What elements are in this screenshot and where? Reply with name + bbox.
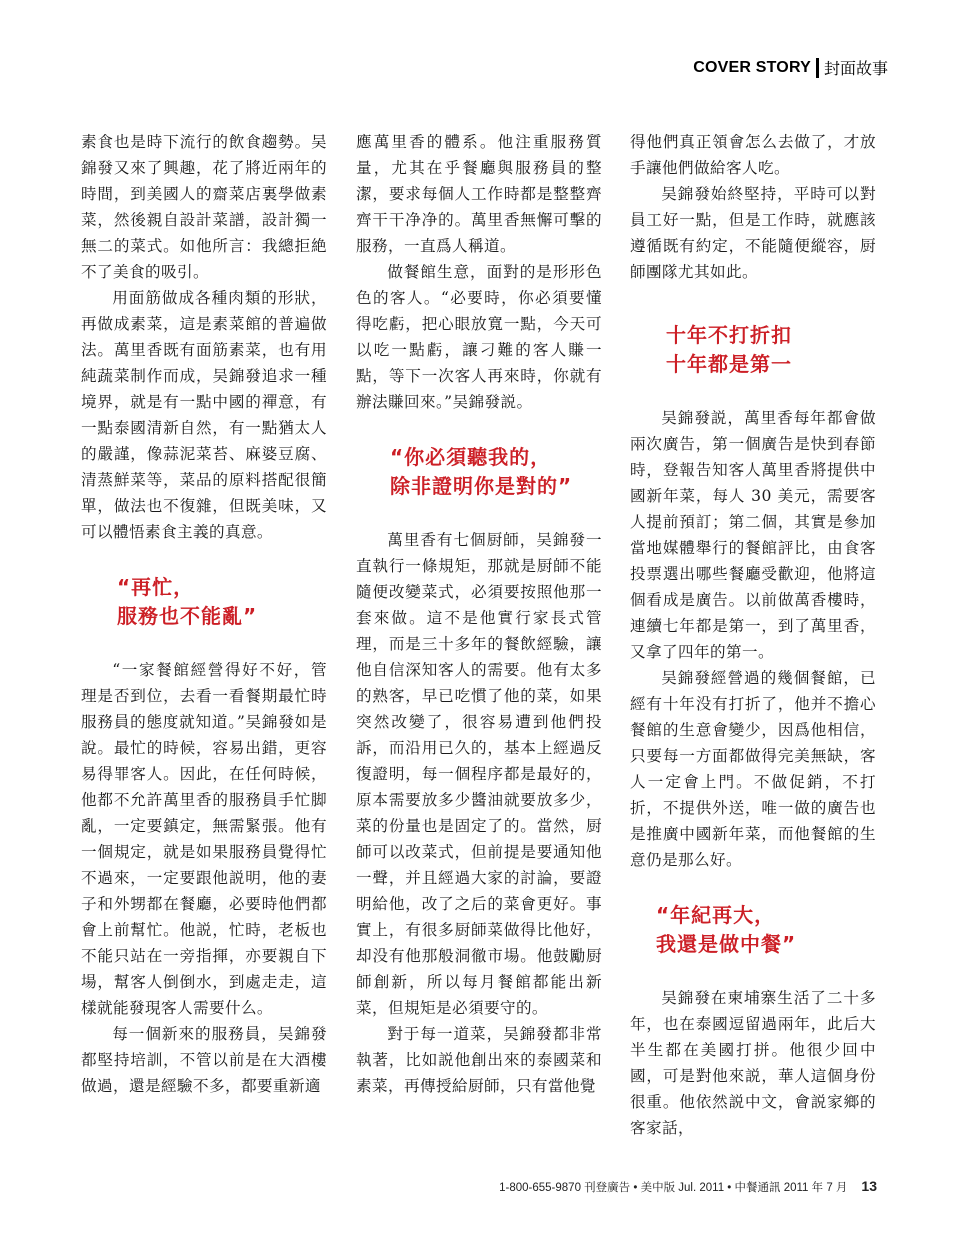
- subheading: [666, 321, 876, 379]
- subheading: [390, 443, 602, 501]
- subheading-line: 十年不打折扣: [666, 323, 792, 347]
- paragraph: 得他們真正領會怎么去做了，才放手讓他們做給客人吃。: [630, 133, 876, 177]
- paragraph: “一家餐館經營得好不好，管理是否到位，去看一看餐期最忙時服務員的態度就知道。”吴錦發如是說。最忙的時候，容易出錯，更容易得罪客人。因此，在任何時候，他都不允許萬里香的服務員手忙脚亂，一定要鎮定，無需緊張。他有一個規定，就是如果服務員覺得忙不過來，一定要跟他説明，他的妻子和外甥都在餐廳，必要時他們都會上前幫忙。他説，忙時，老板也不能只站在一旁指揮，亦要親自下場，幫客人倒倒水，到處走走，這樣就能發現客人需要什么。: [81, 661, 327, 1017]
- paragraph: 用面筋做成各種肉類的形狀，再做成素菜，這是素菜館的普遍做法。萬里香既有面筋素菜，也有用純蔬菜制作而成，吴錦發追求一種境界，就是有一點中國的禪意，有一點泰國清新自然，有一點猶太人的嚴謹，像蒜泥菜苔、麻婆豆腐、清蒸鮮菜等，菜品的原料搭配很簡單，做法也不復雜，但既美味，又可以體悟素食主義的真意。: [81, 289, 327, 541]
- page-number: 13: [861, 1178, 877, 1194]
- paragraph: 應萬里香的體系。他注重服務質量，尤其在乎餐廳與服務員的整潔，要求每個人工作時都是整整齊齊干干净净的。萬里香無懈可擊的服務，一直爲人稱道。: [356, 133, 602, 255]
- section-label-zh: 封面故事: [823, 59, 888, 78]
- subheading-line: 除非證明你是對的”: [390, 474, 573, 498]
- paragraph: 吴錦發説，萬里香每年都會做兩次廣告，第一個廣告是快到春節時，登報告知客人萬里香將提供中國新年菜，每人 30 美元，需要客人提前預訂；第二個，其實是參加當地媒體舉行的餐館評比，由食客投票選出哪些餐廳受歡迎，他將這個看成是廣告。以前做萬香樓時，連續七年都是第一，到了萬里香，又拿了四年的第一。: [630, 409, 876, 661]
- paragraph: 吴錦發經營過的幾個餐館，已經有十年没有打折了，他并不擔心餐館的生意會變少，因爲他相信，只要每一方面都做得完美無缺，客人一定會上門。不做促銷，不打折，不提供外送，唯一做的廣告也是推廣中國新年菜，而他餐館的生意仍是那么好。: [630, 669, 876, 869]
- paragraph: 素食也是時下流行的飲食趨勢。吴錦發又來了興趣，花了將近兩年的時間，到美國人的齋菜店裏學做素菜，然後親自設計菜譜，設計獨一無二的菜式。如他所言：我總拒絶不了美食的吸引。: [81, 133, 327, 281]
- subheading: [656, 901, 876, 959]
- subheading: [117, 573, 327, 631]
- header-divider: [816, 58, 819, 78]
- paragraph: 對于每一道菜，吴錦發都非常執著，比如説他創出來的泰國菜和素菜，再傳授給厨師，只有當他覺: [356, 1025, 602, 1095]
- article-column-2: [356, 129, 602, 1099]
- subheading-line: “年紀再大，: [656, 903, 776, 927]
- subheading-line: 十年都是第一: [666, 352, 792, 376]
- subheading-line: 我還是做中餐”: [656, 932, 797, 956]
- paragraph: 每一個新來的服務員，吴錦發都堅持培訓，不管以前是在大酒樓做過，還是經驗不多，都要重新適: [81, 1025, 327, 1095]
- subheading-line: “你必須聽我的，: [390, 445, 552, 469]
- article-column-3: [630, 129, 876, 1141]
- section-header: [693, 56, 888, 79]
- paragraph: 吴錦發始終堅持，平時可以對員工好一點，但是工作時，就應該遵循既有約定，不能隨便縱容，厨師團隊尤其如此。: [630, 185, 876, 281]
- paragraph: 萬里香有七個厨師，吴錦發一直執行一條規矩，那就是厨師不能隨便改變菜式，必須要按照他那一套來做。這不是他實行家長式管理，而是三十多年的餐飲經驗，讓他自信深知客人的需要。他有太多的熟客，早已吃慣了他的菜，如果突然改變了，很容易遭到他們投訴，而沿用已久的，基本上經過反復證明，每一個程序都是最好的，原本需要放多少醬油就要放多少，菜的份量也是固定了的。當然，厨師可以改菜式，但前提是要通知他一聲，并且經過大家的討論，要證明給他，改了之后的菜會更好。事實上，有很多厨師菜做得比他好，却没有他那般洞徹市場。他鼓勵厨師創新，所以每月餐館都能出新菜，但規矩是必須要守的。: [356, 531, 602, 1017]
- subheading-line: “再忙，: [117, 575, 195, 599]
- subheading-line: 服務也不能亂”: [117, 604, 258, 628]
- footer-info: 1-800-655-9870 刊登廣告 • 美中版 Jul. 2011 • 中餐通訊 2011 年 7 月: [499, 1182, 848, 1194]
- paragraph: 做餐館生意，面對的是形形色色的客人。“必要時，你必須要懂得吃虧，把心眼放寬一點，今天可以吃一點虧，讓刁難的客人賺一點，等下一次客人再來時，你就有辦法賺回來。”吴錦發説。: [356, 263, 602, 411]
- section-label-en: COVER STORY: [693, 58, 811, 76]
- page-footer: [499, 1178, 877, 1195]
- article-column-1: [81, 129, 327, 1099]
- paragraph: 吴錦發在柬埔寨生活了二十多年，也在泰國逗留過兩年，此后大半生都在美國打拼。他很少回中國，可是對他來説，華人這個身份很重。他依然説中文，會説家鄉的客家話，: [630, 989, 876, 1137]
